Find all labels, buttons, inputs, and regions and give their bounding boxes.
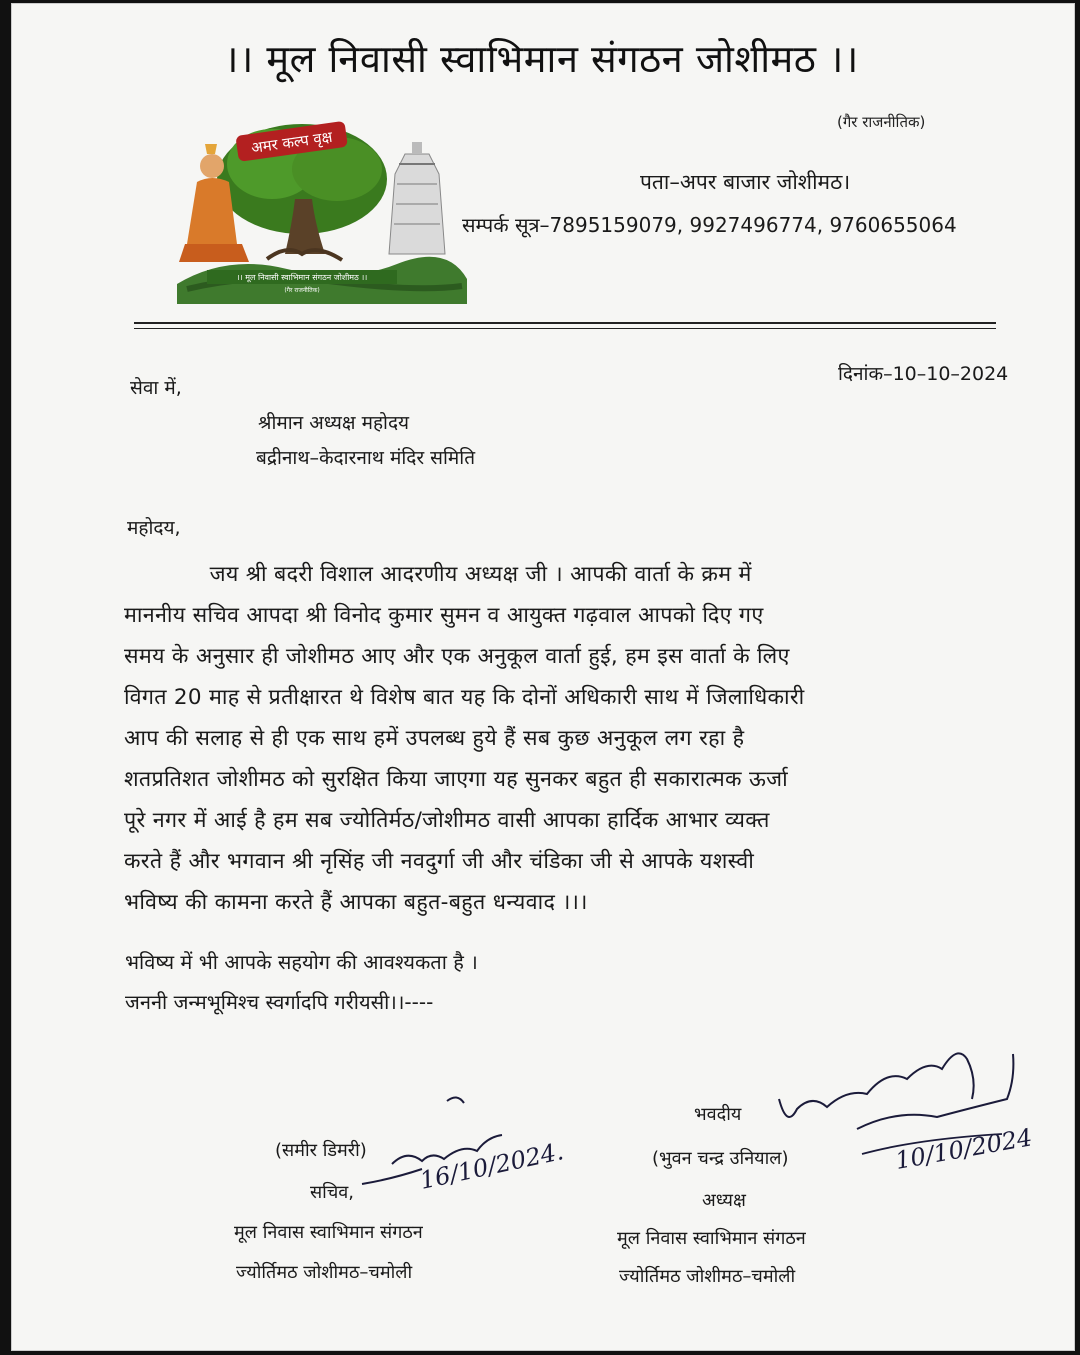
president-signature (767, 1039, 1052, 1179)
letter-sheet (12, 4, 1074, 1350)
body-line: करते हैं और भगवान श्री नृसिंह जी नवदुर्गा जी और चंडिका जी से आपके यशस्वी (124, 849, 755, 874)
contact-line: सम्पर्क सूत्र–7895159079, 9927496774, 9760655064 (462, 213, 957, 237)
president-role: अध्यक्ष (702, 1190, 746, 1211)
organization-logo (167, 104, 467, 304)
body-line: जय श्री बदरी विशाल आदरणीय अध्यक्ष जी । आपकी वार्ता के क्रम में (124, 562, 752, 587)
body-line: पूरे नगर में आई है हम सब ज्योतिर्मठ/जोशीमठ वासी आपका हार्दिक आभार व्यक्त (124, 808, 770, 833)
body-line: समय के अनुसार ही जोशीमठ आए और एक अनुकूल वार्ता हुई, हम इस वार्ता के लिए (124, 644, 790, 669)
president-place: ज्योर्तिमठ जोशीमठ–चमोली (619, 1266, 796, 1287)
body-line: शतप्रतिशत जोशीमठ को सुरक्षित किया जाएगा यह सुनकर बहुत ही सकारात्मक ऊर्जा (124, 767, 788, 792)
closing-line-1: भविष्य में भी आपके सहयोग की आवश्यकता है । (125, 950, 478, 974)
secretary-org: मूल निवास स्वाभिमान संगठन (234, 1222, 423, 1243)
closing-line-2: जननी जन्मभूमिश्च स्वर्गादपि गरीयसी।।---- (125, 990, 434, 1014)
president-name: (भुवन चन्द्र उनियाल) (652, 1148, 789, 1169)
secretary-name: (समीर डिमरी) (275, 1140, 367, 1161)
addressee-line-2: बद्रीनाथ–केदारनाथ मंदिर समिति (256, 447, 476, 469)
addressee-line-1: श्रीमान अध्यक्ष महोदय (258, 412, 410, 434)
header-rule (134, 322, 996, 324)
president-org: मूल निवास स्वाभिमान संगठन (617, 1228, 806, 1249)
address-line: पता–अपर बाजार जोशीमठ। (640, 170, 851, 194)
secretary-place: ज्योर्तिमठ जोशीमठ–चमोली (236, 1262, 413, 1283)
logo-footer-text: ।। मूल निवासी स्वाभिमान संगठन जोशीमठ ।। (236, 273, 368, 282)
logo-banner-text: अमर कल्प वृक्ष (250, 127, 334, 157)
secretary-signature (352, 1089, 612, 1199)
closing-bhavdiya: भवदीय (694, 1104, 742, 1125)
salutation: महोदय, (127, 517, 181, 539)
logo-footer-sub: (गैर राजनीतिक) (284, 287, 320, 294)
letter-date: दिनांक–10–10–2024 (838, 363, 1009, 385)
president-handwritten-date: 10/10/2024 (893, 1123, 1035, 1175)
body-line: भविष्य की कामना करते हैं आपका बहुत-बहुत धन्यवाद ।।। (124, 890, 588, 915)
secretary-handwritten-date: 16/10/2024. (417, 1137, 567, 1195)
secretary-role: सचिव, (310, 1182, 354, 1203)
body-line: विगत 20 माह से प्रतीक्षारत थे विशेष बात यह कि दोनों अधिकारी साथ में जिलाधिकारी (124, 685, 805, 710)
body-line: माननीय सचिव आपदा श्री विनोद कुमार सुमन व आयुक्त गढ़वाल आपको दिए गए (124, 603, 764, 628)
addressee-intro: सेवा में, (130, 377, 182, 399)
non-political-tag: (गैर राजनीतिक) (837, 113, 926, 131)
letterhead-title: ।। मूल निवासी स्वाभिमान संगठन जोशीमठ ।। (224, 37, 859, 81)
body-line: आप की सलाह से ही एक साथ हमें उपलब्ध हुये हैं सब कुछ अनुकूल लग रहा है (124, 726, 745, 751)
header-rule-thin (134, 328, 996, 329)
